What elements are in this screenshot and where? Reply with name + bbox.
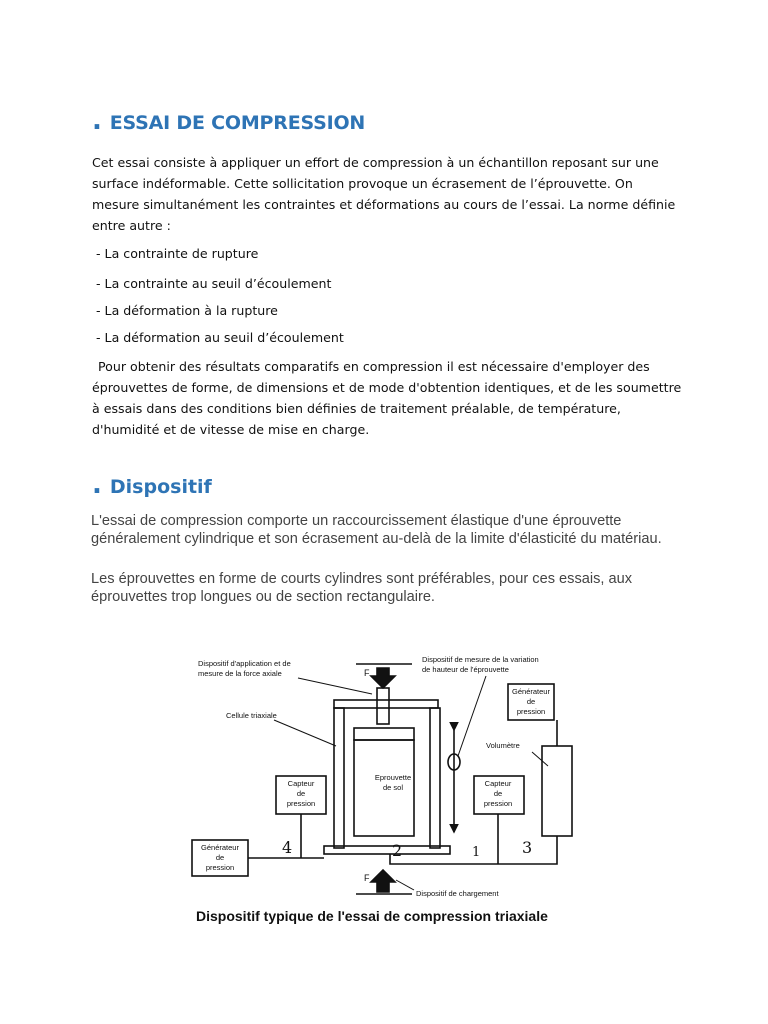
volumeter-pointer <box>532 752 548 766</box>
gen-bottom-line2: de <box>215 853 225 862</box>
section-heading-dispositif <box>92 472 212 498</box>
label-cellule: Cellule triaxiale <box>226 711 277 720</box>
force-bottom-label: F <box>364 873 370 883</box>
cell-left-wall <box>334 708 344 848</box>
label-volumetre: Volumètre <box>486 741 520 750</box>
label-mesure-1: Dispositif de mesure de la variation <box>422 655 539 664</box>
pipe-cellule-pointer <box>274 720 336 746</box>
list-item: - La contrainte au seuil d’écoulement <box>96 276 332 291</box>
intro-paragraph: Cet essai consiste à appliquer un effort de compression à un échantillon reposant sur une surface indéformable. Cette sollicitation provoque un écrasement de l’éprouvette. On mesure simultanément les contraintes et déformations au cours de l’essai. La norme définie entre autre : <box>92 155 676 233</box>
gen-top-line1: Générateur <box>512 687 550 696</box>
force-top-label: F <box>364 668 370 678</box>
gen-bottom-line1: Générateur <box>201 843 239 852</box>
dispositif-note: Les éprouvettes en forme de courts cylindres sont préférables, pour ces essais, aux éprouvettes trop longues ou de section rectangulaire. <box>91 571 633 605</box>
heading-bullet: . <box>92 106 102 136</box>
gen-bottom-line3: pression <box>205 863 235 872</box>
capteur-right-line3: pression <box>483 799 513 808</box>
force-top-arrow <box>371 668 395 688</box>
gauge-pointer <box>458 676 486 756</box>
gen-top-line3: pression <box>516 707 546 716</box>
pipe-application-pointer <box>298 678 372 694</box>
list-item: - La déformation au seuil d’écoulement <box>96 330 344 345</box>
number-3: 3 <box>522 838 533 857</box>
label-mesure-2: de hauteur de l'éprouvette <box>422 665 509 674</box>
comparative-paragraph: Pour obtenir des résultats comparatifs en compression il est nécessaire d'employer des éprouvettes de forme, de dimensions et de mode d'obtention identiques, et de les soumettre à essais dans des conditions bien définies de traitement préalable, de température, d'humidité et de vitesse de mise en charge. <box>92 359 682 437</box>
list-item: - La déformation à la rupture <box>96 303 278 318</box>
section-heading-essai <box>92 108 365 134</box>
force-bottom-arrow <box>371 870 395 892</box>
list-item: - La contrainte de rupture <box>96 246 259 261</box>
pipe-chargement-pointer <box>396 880 414 890</box>
label-chargement: Dispositif de chargement <box>416 889 499 898</box>
capteur-left-line2: de <box>296 789 306 798</box>
cell-right-wall <box>430 708 440 848</box>
capteur-left-line3: pression <box>286 799 316 808</box>
label-application-2: mesure de la force axiale <box>198 669 282 678</box>
triaxial-compression-diagram <box>186 636 606 906</box>
pipe-2-1 <box>390 854 542 864</box>
capteur-right-line2: de <box>493 789 503 798</box>
heading-title: ESSAI DE COMPRESSION <box>109 112 366 134</box>
capteur-left-line1: Capteur <box>287 779 315 788</box>
number-4: 4 <box>282 838 293 857</box>
label-application-1: Dispositif d'application et de <box>198 659 291 668</box>
cell-top-plate <box>334 700 438 708</box>
volumeter-cylinder <box>542 746 572 836</box>
heading-title: Dispositif <box>109 476 212 498</box>
specimen-line1: Eprouvette <box>374 773 412 782</box>
dispositif-description: L'essai de compression comporte un raccourcissement élastique d'une éprouvette généralement cylindrique et son écrasement au-delà de la limite d'élasticité du matériau. <box>91 513 662 547</box>
figure-caption: Dispositif typique de l'essai de compression triaxiale <box>196 908 548 924</box>
capteur-right-line1: Capteur <box>484 779 512 788</box>
pipe-3 <box>542 836 557 864</box>
heading-bullet: . <box>92 470 102 500</box>
gen-top-line2: de <box>526 697 536 706</box>
number-1: 1 <box>472 845 481 860</box>
specimen-line2: de sol <box>382 783 404 792</box>
piston-rod <box>377 688 389 724</box>
specimen-cap <box>354 728 414 740</box>
number-2: 2 <box>392 841 403 860</box>
